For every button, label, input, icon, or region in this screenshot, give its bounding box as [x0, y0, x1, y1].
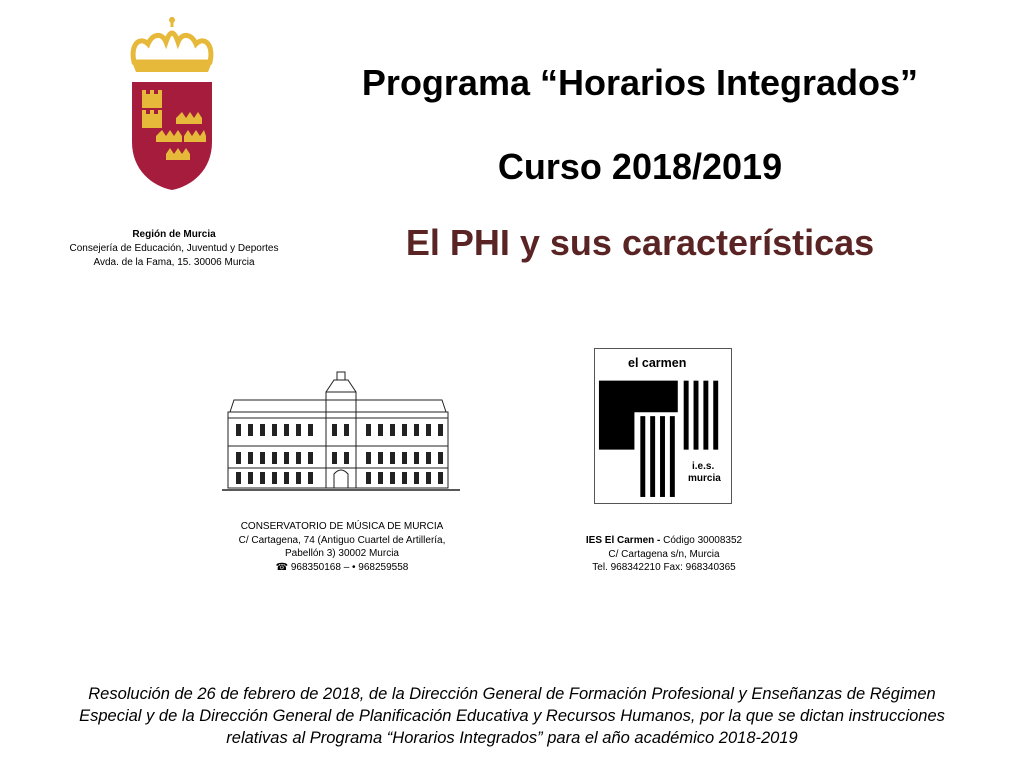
conservatory-address-1: C/ Cartagena, 74 (Antiguo Cuartel de Artillería, [238, 534, 446, 546]
ies-logo-text-ies: i.e.s. [692, 461, 715, 472]
conservatory-phones: ☎ 968350168 – • 968259558 [275, 561, 409, 573]
ies-address: C/ Cartagena s/n, Murcia [608, 548, 720, 560]
resolution-line-3: relativas al Programa “Horarios Integrados” para el año académico 2018-2019 [226, 729, 798, 747]
course-heading: Curso 2018/2019 [497, 146, 783, 187]
ies-name: IES El Carmen - [585, 535, 664, 546]
conservatory-info [222, 520, 462, 574]
ies-info [566, 534, 762, 575]
building-drawing-icon [222, 362, 460, 494]
resolution-line-1: Resolución de 26 de febrero de 2018, de la Dirección General de Formación Profesional y Enseñanzas de Régimen [88, 685, 936, 703]
ies-name-line [566, 534, 762, 548]
ies-logo-text-murcia: murcia [688, 473, 721, 484]
conservatory-name: CONSERVATORIO DE MÚSICA DE MURCIA [240, 521, 444, 532]
region-department: Consejería de Educación, Juventud y Deportes [69, 243, 279, 254]
resolution-text [34, 683, 990, 749]
page-title: Programa “Horarios Integrados” [361, 62, 919, 103]
conservatory-address-2: Pabellón 3) 30002 Murcia [285, 548, 399, 559]
ies-logo-text-top: el carmen [628, 356, 687, 370]
region-address: Avda. de la Fama, 15. 30006 Murcia [93, 257, 255, 268]
ies-phones: Tel. 968342210 Fax: 968340365 [592, 562, 736, 573]
region-info [30, 228, 318, 270]
coat-of-arms-icon [126, 14, 218, 192]
page-subtitle: El PHI y sus características [405, 222, 875, 263]
region-name: Región de Murcia [132, 229, 216, 240]
ies-code: Código 30008352 [663, 535, 743, 546]
resolution-line-2: Especial y de la Dirección General de Planificación Educativa y Recursos Humanos, por la que se dictan instrucciones [79, 707, 945, 725]
